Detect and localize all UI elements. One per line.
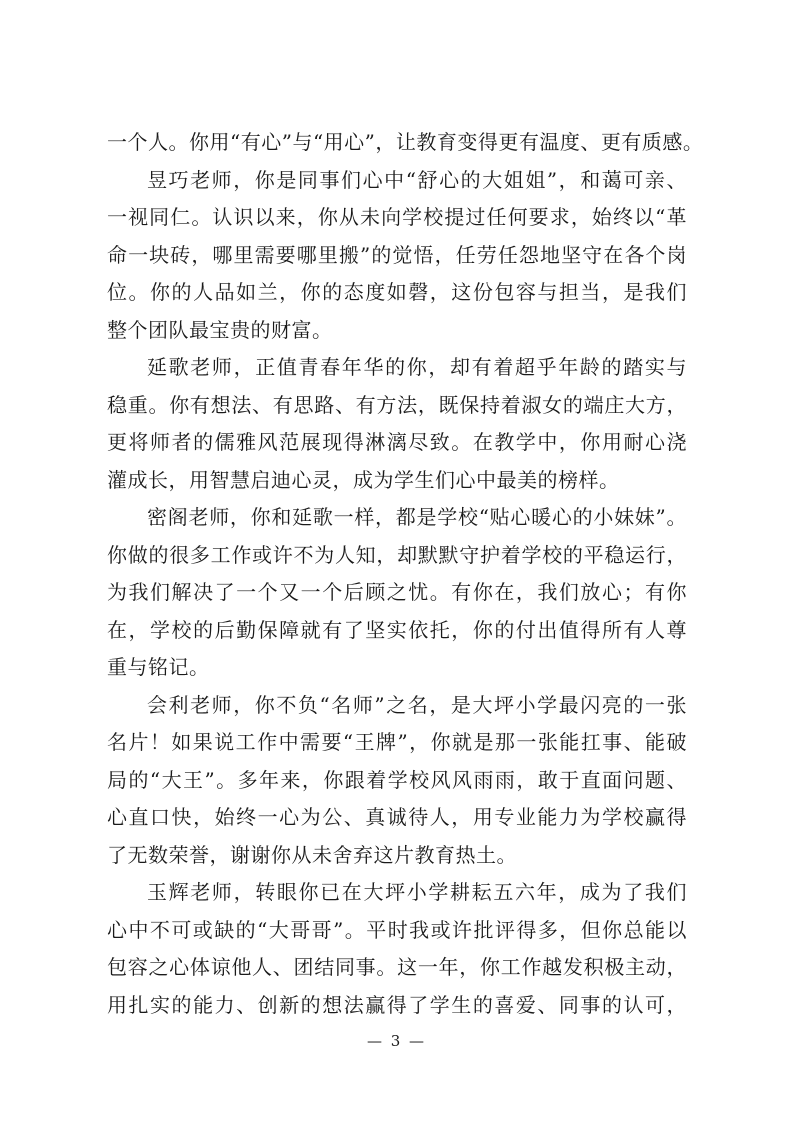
paragraph-end-line: 了无数荣誉，谢谢你从未舍弃这片教育热土。 — [107, 842, 517, 867]
text-line: 在，学校的后勤保障就有了坚实依托，你的付出值得所有人尊 — [107, 617, 687, 642]
text-line: 一个人。你用“有心”与“用心”，让教育变得更有温度、更有质感。 — [107, 130, 704, 154]
text-line: 你做的很多工作或许不为人知，却默默守护着学校的平稳运行， — [107, 542, 687, 567]
text-line: 为我们解决了一个又一个后顾之忧。有你在，我们放心；有你 — [107, 580, 687, 604]
text-line: 局的“大王”。多年来，你跟着学校风风雨雨，敢于直面问题、 — [107, 767, 687, 792]
paragraph-start-line: 延歌老师，正值青春年华的你，却有着超乎年龄的踏实与 — [147, 355, 687, 379]
paragraph-start-line: 会利老师，你不负“名师”之名，是大坪小学最闪亮的一张 — [147, 692, 687, 717]
page-number: — 3 — — [366, 1032, 427, 1050]
text-line: 名片！如果说工作中需要“王牌”，你就是那一张能扛事、能破 — [107, 730, 687, 754]
text-line: 命一块砖，哪里需要哪里搬”的觉悟，任劳任怨地坚守在各个岗 — [107, 242, 687, 267]
paragraph-start-line: 昱巧老师，你是同事们心中“舒心的大姐姐”，和蔼可亲、 — [147, 167, 687, 192]
paragraph-start-line: 玉辉老师，转眼你已在大坪小学耕耘五六年，成为了我们 — [147, 880, 687, 904]
text-line: 稳重。你有想法、有思路、有方法，既保持着淑女的端庄大方， — [107, 392, 687, 417]
text-line: 心中不可或缺的“大哥哥”。平时我或许批评得多，但你总能以 — [107, 917, 687, 942]
text-line: 更将师者的儒雅风范展现得淋漓尽致。在教学中，你用耐心浇 — [107, 430, 687, 454]
text-line: 用扎实的能力、创新的想法赢得了学生的喜爱、同事的认可， — [107, 992, 687, 1017]
paragraph-end-line: 整个团队最宝贵的财富。 — [107, 317, 333, 342]
body-text — [107, 124, 704, 1024]
paragraph-end-line: 灌成长，用智慧启迪心灵，成为学生们心中最美的榜样。 — [107, 467, 620, 492]
text-line: 心直口快，始终一心为公、真诚待人，用专业能力为学校赢得 — [107, 805, 687, 829]
text-line: 一视同仁。认识以来，你从未向学校提过任何要求，始终以“革 — [107, 205, 687, 229]
paragraph-start-line: 密阁老师，你和延歌一样，都是学校“贴心暖心的小妹妹”。 — [147, 505, 687, 529]
paragraph-end-line: 重与铭记。 — [107, 655, 210, 679]
text-line: 包容之心体谅他人、团结同事。这一年，你工作越发积极主动， — [107, 955, 687, 979]
text-line: 位。你的人品如兰，你的态度如磬，这份包容与担当，是我们 — [107, 280, 687, 304]
